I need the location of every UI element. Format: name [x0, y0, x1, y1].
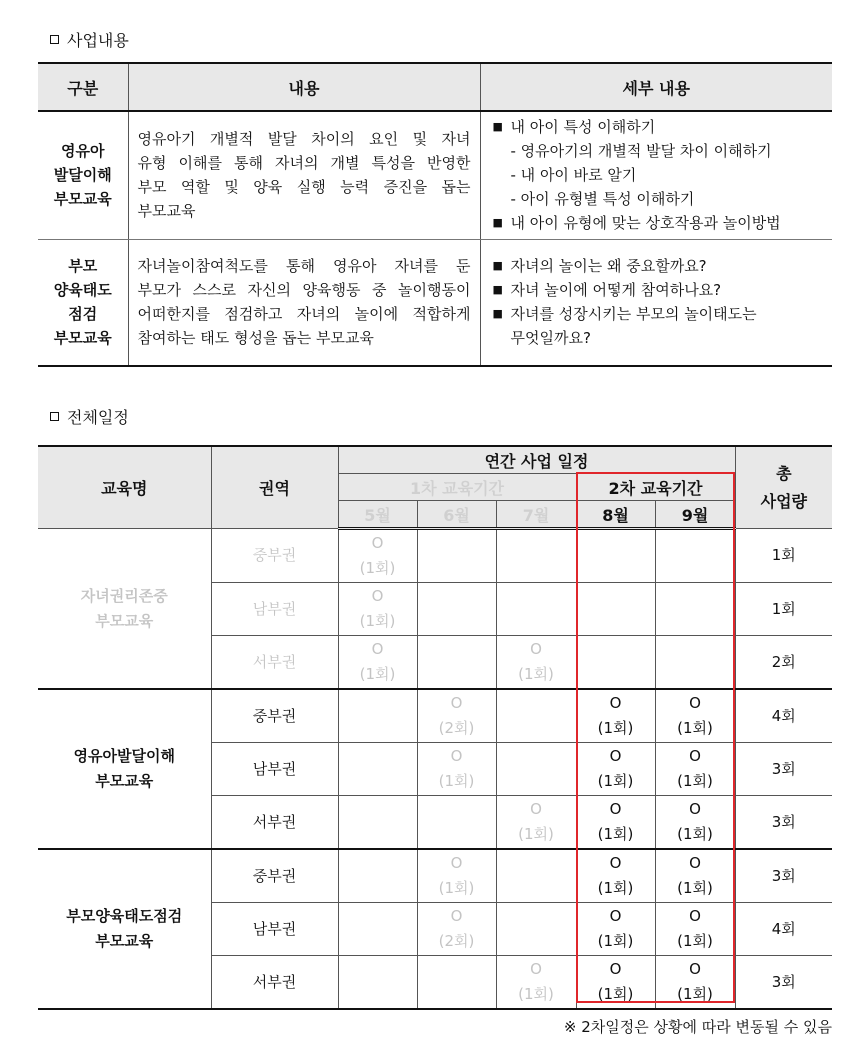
total-cell: 3회: [735, 849, 832, 903]
region-cell: 중부권: [211, 529, 338, 583]
header-total-line: 사업량: [760, 491, 807, 511]
total-cell: 2회: [735, 636, 832, 690]
circle-mark: O: [450, 694, 463, 712]
session-count: (2회): [438, 719, 475, 737]
content-cell: [128, 111, 480, 239]
content-line: 부모가 스스로 자신의 양육행동 중 놀이행동이: [137, 281, 471, 300]
header-month: 8월: [576, 501, 655, 529]
schedule-cell: [338, 689, 417, 743]
section-title-text: 전체일정: [67, 408, 129, 427]
category-line: 영유아: [61, 142, 105, 161]
circle-mark: O: [371, 640, 384, 658]
total-cell: 4회: [735, 689, 832, 743]
category-line: 양육태도: [53, 281, 112, 300]
details-cell: [480, 111, 832, 239]
session-count: (1회): [677, 932, 713, 950]
circle-mark: O: [689, 747, 701, 765]
schedule-cell: [496, 636, 576, 690]
header-period-2: 2차 교육기간: [576, 474, 735, 501]
category-line: 점검: [68, 305, 98, 324]
circle-mark: O: [530, 800, 542, 818]
bullet-item: [493, 254, 825, 278]
schedule-cell: [338, 636, 417, 690]
schedule-cell: [496, 743, 576, 796]
schedule-cell: [576, 689, 655, 743]
region-cell: 중부권: [211, 689, 338, 743]
session-count: (1회): [677, 825, 713, 843]
session-count: (1회): [518, 985, 554, 1003]
section-title-schedule: [50, 405, 129, 428]
schedule-cell: [576, 903, 655, 956]
schedule-cell: [417, 636, 496, 690]
schedule-cell: [417, 956, 496, 1010]
program-name-line: 자녀권리존중: [80, 586, 168, 605]
schedule-body: [38, 529, 832, 1010]
bullet-item: [493, 211, 825, 235]
category-line: 부모교육: [53, 329, 112, 348]
total-cell: 3회: [735, 796, 832, 850]
header-details: 세부 내용: [480, 63, 832, 111]
region-cell: 남부권: [211, 903, 338, 956]
program-name-line: 부모양육태도점검: [66, 907, 183, 925]
circle-mark: O: [450, 747, 463, 765]
bullet-item: [493, 115, 825, 139]
session-count: (1회): [359, 559, 396, 577]
session-count: (1회): [677, 879, 713, 897]
program-name-cell: [38, 849, 211, 1009]
bullet-item: [493, 278, 825, 302]
content-line: 부모교육: [137, 202, 196, 221]
program-name-line: 부모교육: [95, 932, 154, 950]
content-cell: [128, 239, 480, 366]
business-content-table: [38, 62, 832, 367]
session-count: (1회): [438, 879, 475, 897]
header-month: 7월: [496, 501, 576, 529]
schedule-cell: [655, 796, 735, 850]
schedule-cell: [496, 796, 576, 850]
circle-mark: O: [530, 960, 542, 978]
circle-mark: O: [689, 854, 701, 872]
schedule-cell: [417, 689, 496, 743]
session-count: (1회): [597, 985, 634, 1003]
session-count: (1회): [597, 932, 634, 950]
circle-mark: O: [609, 800, 622, 818]
checkbox-square-icon: [50, 35, 59, 44]
schedule-cell: [576, 636, 655, 690]
session-count: (1회): [597, 772, 634, 790]
schedule-cell: [576, 849, 655, 903]
table-row: [38, 111, 832, 239]
schedule-cell: [655, 583, 735, 636]
circle-mark: O: [609, 694, 622, 712]
total-cell: 3회: [735, 956, 832, 1010]
session-count: (1회): [597, 719, 634, 737]
header-month: 5월: [338, 501, 417, 529]
circle-mark: O: [450, 854, 463, 872]
circle-mark: O: [609, 907, 622, 925]
region-cell: 서부권: [211, 636, 338, 690]
region-cell: 남부권: [211, 583, 338, 636]
schedule-note: ※ 2차일정은 상황에 따라 변동될 수 있음: [563, 1018, 832, 1036]
schedule-cell: [496, 956, 576, 1010]
program-name-cell: [38, 689, 211, 849]
session-count: (1회): [438, 772, 475, 790]
header-month: 6월: [417, 501, 496, 529]
schedule-cell: [576, 796, 655, 850]
header-content: 내용: [128, 63, 480, 111]
section-title-text: 사업내용: [67, 31, 129, 50]
session-count: (1회): [518, 825, 554, 843]
schedule-cell: [338, 583, 417, 636]
schedule-cell: [655, 903, 735, 956]
circle-mark: O: [530, 640, 542, 658]
circle-mark: O: [689, 800, 701, 818]
content-line: 영유아기 개별적 발달 차이의 요인 및 자녀: [137, 130, 471, 149]
category-line: 발달이해: [53, 166, 112, 185]
header-annual-schedule: 연간 사업 일정: [338, 446, 735, 474]
bullet-text: 자녀의 놀이는 왜 중요할까요?: [510, 257, 707, 276]
schedule-cell: [417, 743, 496, 796]
header-program: 교육명: [38, 446, 211, 529]
content-line: 유형 이해를 통해 자녀의 개별 특성을 반영한: [137, 154, 471, 173]
circle-mark: O: [609, 747, 622, 765]
sub-item: - 내 아이 바로 알기: [510, 166, 637, 185]
schedule-cell: [338, 529, 417, 583]
bullet-item: [493, 302, 825, 326]
session-count: (1회): [677, 719, 713, 737]
session-count: (1회): [597, 825, 634, 843]
schedule-table: [38, 445, 832, 1010]
details-cell: [480, 239, 832, 366]
region-cell: 중부권: [211, 849, 338, 903]
section-title-business: [50, 28, 129, 51]
program-name-cell: [38, 529, 211, 690]
circle-mark: O: [371, 587, 384, 605]
header-total: [735, 446, 832, 529]
session-count: (1회): [677, 985, 713, 1003]
table-row: [38, 529, 832, 583]
region-cell: 서부권: [211, 956, 338, 1010]
circle-mark: O: [689, 960, 701, 978]
sub-item: - 영유아기의 개별적 발달 차이 이해하기: [510, 142, 772, 161]
bullet-text: 자녀 놀이에 어떻게 참여하나요?: [510, 281, 722, 300]
schedule-cell: [576, 583, 655, 636]
schedule-cell: [417, 796, 496, 850]
bullet-text: 내 아이 유형에 맞는 상호작용과 놀이방법: [510, 214, 781, 233]
schedule-cell: [655, 743, 735, 796]
region-cell: 서부권: [211, 796, 338, 850]
bullet-text: 내 아이 특성 이해하기: [510, 118, 656, 137]
region-cell: 남부권: [211, 743, 338, 796]
schedule-cell: [655, 956, 735, 1010]
schedule-cell: [417, 583, 496, 636]
header-category: 구분: [38, 63, 128, 111]
circle-mark: O: [609, 960, 622, 978]
table-row: [38, 849, 832, 903]
table-header-row: [38, 63, 832, 111]
content-line: 어떠한지를 점검하고 자녀의 놀이에 적합하게: [137, 305, 471, 324]
schedule-cell: [576, 956, 655, 1010]
program-name-line: 부모교육: [95, 611, 154, 630]
checkbox-square-icon: [50, 412, 59, 421]
schedule-header-row: [38, 446, 832, 474]
content-line: 참여하는 태도 형성을 돕는 부모교육: [137, 329, 374, 348]
header-region: 권역: [211, 446, 338, 529]
header-total-line: 총: [776, 463, 792, 483]
header-month: 9월: [655, 501, 735, 529]
schedule-cell: [496, 903, 576, 956]
category-cell: [38, 111, 128, 239]
schedule-cell: [338, 743, 417, 796]
schedule-cell: [655, 636, 735, 690]
schedule-cell: [655, 689, 735, 743]
schedule-cell: [338, 903, 417, 956]
schedule-cell: [576, 529, 655, 583]
total-cell: 1회: [735, 529, 832, 583]
schedule-cell: [655, 849, 735, 903]
session-count: (1회): [359, 612, 396, 630]
content-line: 부모 역할 및 양육 실행 능력 증진을 돕는: [137, 178, 471, 197]
circle-mark: O: [371, 534, 384, 552]
schedule-cell: [338, 796, 417, 850]
schedule-cell: [655, 529, 735, 583]
circle-mark: O: [689, 907, 701, 925]
square-bullet-icon: ■: [492, 216, 503, 230]
table-row: [38, 689, 832, 743]
category-cell: [38, 239, 128, 366]
circle-mark: O: [609, 854, 622, 872]
schedule-cell: [338, 956, 417, 1010]
circle-mark: O: [450, 907, 463, 925]
session-count: (2회): [438, 932, 475, 950]
square-bullet-icon: ■: [492, 259, 503, 273]
bullet-continuation: 무엇일까요?: [510, 329, 591, 348]
schedule-cell: [496, 583, 576, 636]
session-count: (1회): [518, 665, 554, 683]
schedule-cell: [496, 529, 576, 583]
category-line: 부모교육: [53, 190, 112, 209]
content-line: 자녀놀이참여척도를 통해 영유아 자녀를 둔: [137, 257, 471, 276]
session-count: (1회): [597, 879, 634, 897]
total-cell: 1회: [735, 583, 832, 636]
sub-item: - 아이 유형별 특성 이해하기: [510, 190, 695, 209]
session-count: (1회): [677, 772, 713, 790]
square-bullet-icon: ■: [492, 283, 503, 297]
total-cell: 3회: [735, 743, 832, 796]
header-period-1: 1차 교육기간: [338, 474, 576, 501]
category-line: 부모: [68, 257, 98, 276]
total-cell: 4회: [735, 903, 832, 956]
square-bullet-icon: ■: [492, 120, 503, 134]
table-row: [38, 239, 832, 366]
schedule-cell: [338, 849, 417, 903]
square-bullet-icon: ■: [492, 307, 503, 321]
schedule-cell: [417, 529, 496, 583]
schedule-cell: [417, 849, 496, 903]
schedule-cell: [417, 903, 496, 956]
session-count: (1회): [359, 665, 396, 683]
schedule-cell: [496, 849, 576, 903]
circle-mark: O: [689, 694, 701, 712]
bullet-text: 자녀를 성장시키는 부모의 놀이태도는: [510, 305, 757, 324]
program-name-line: 영유아발달이해: [73, 747, 175, 765]
schedule-cell: [496, 689, 576, 743]
schedule-cell: [576, 743, 655, 796]
program-name-line: 부모교육: [95, 772, 154, 790]
